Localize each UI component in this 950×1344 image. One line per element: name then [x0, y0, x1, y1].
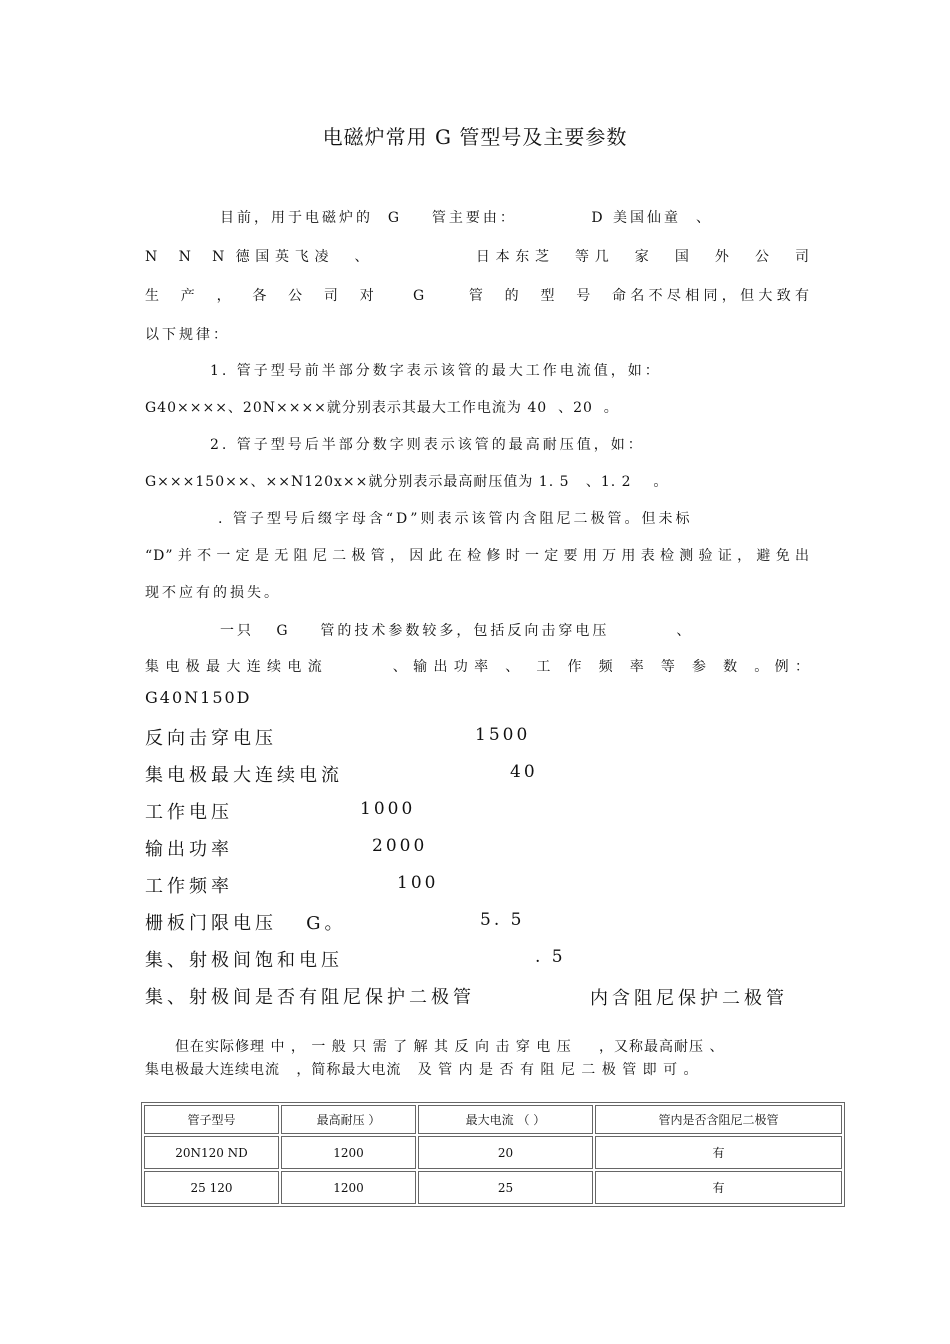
param-value: 内含阻尼保护二极管 [590, 988, 788, 1009]
closing-line-2: 集电极最大连续电流 ，简称最大电流 及 管 内 是 否 有 阻 尼 二 极 管 即 可 。 [145, 1062, 699, 1078]
table-cell: 25 120 [144, 1171, 279, 1204]
param-value: 2000 [372, 836, 428, 856]
intro-line-4: 以下规律： [145, 327, 230, 343]
table-cell: 20 [418, 1136, 593, 1169]
param-label: 反向击穿电压 [145, 728, 277, 749]
rule-1-line-1: 1. 管子型号前半部分数字表示该管的最大工作电流值，如： [210, 363, 662, 379]
rule-1-line-2: G40××××、20N××××就分别表示其最大工作电流为 40 、20 。 [145, 400, 619, 416]
example-model: G40N150D [145, 688, 252, 707]
igbt-spec-table [141, 1102, 845, 1207]
table-cell: 有 [595, 1136, 842, 1169]
rule-2-line-1: 2. 管子型号后半部分数字则表示该管的最高耐压值，如： [210, 437, 645, 453]
param-value: 1500 [475, 725, 531, 745]
rule-2-line-2: G×××150××、××N120x××就分别表示最高耐压值为 1. 5 、1. 2 。 [145, 474, 669, 490]
param-label: 集、射极间饱和电压 [145, 950, 343, 971]
param-value: 100 [397, 873, 439, 893]
tech-line-2: 集电极最大连续电流 、输出功率 、 工 作 频 率 等 参 数 。例： [145, 659, 810, 675]
table-header: 管内是否含阻尼二极管 [595, 1105, 842, 1134]
param-value: 5. 5 [480, 910, 525, 930]
closing-line-1: 但在实际修理 中 ， 一 般 只 需 了 解 其 反 向 击 穿 电 压 ，又称最高耐压 、 [175, 1039, 725, 1055]
param-label: 集、射极间是否有阻尼保护二极管 [145, 987, 475, 1008]
table-cell: 1200 [281, 1136, 416, 1169]
param-label: 工作频率 [145, 876, 233, 897]
table-row [144, 1136, 842, 1169]
rule-3-line-2: “D”并不一定是无阻尼二极管，因此在检修时一定要用万用表检测验证，避免出 [145, 548, 810, 564]
intro-line-1: 目前，用于电磁炉的 G 管主要由： D 美国仙童 、 [220, 210, 713, 226]
intro-line-2: N N N 德国英飞凌 、 日本东芝 等几 家 国 外 公 司 [145, 249, 810, 265]
document-title: 电磁炉常用 G 管型号及主要参数 [322, 125, 628, 149]
table-header: 最大电流 （ ） [418, 1105, 593, 1134]
rule-3-line-3: 现不应有的损失。 [145, 585, 281, 601]
table-cell: 1200 [281, 1171, 416, 1204]
table-cell: 20N120 ND [144, 1136, 279, 1169]
table-header: 管子型号 [144, 1105, 279, 1134]
param-label: 栅板门限电压 G。 [145, 913, 347, 934]
intro-line-3: 生 产 ， 各 公 司 对 G 管 的 型 号 命名不尽相同，但大致有 [145, 288, 810, 304]
param-label: 输出功率 [145, 839, 233, 860]
param-label: 工作电压 [145, 802, 233, 823]
tech-line-1: 一只 G 管的技术参数较多，包括反向击穿电压 、 [220, 623, 694, 639]
table-header-row [144, 1105, 842, 1134]
param-value: 40 [510, 762, 538, 782]
table-cell: 有 [595, 1171, 842, 1204]
table-row [144, 1171, 842, 1204]
rule-3-line-1: . 管子型号后缀字母含“D”则表示该管内含阻尼二极管。但未标 [218, 511, 693, 527]
table-header: 最高耐压 ） [281, 1105, 416, 1134]
param-value: . 5 [535, 947, 566, 967]
param-label: 集电极最大连续电流 [145, 765, 343, 786]
param-value: 1000 [360, 799, 416, 819]
table-cell: 25 [418, 1171, 593, 1204]
